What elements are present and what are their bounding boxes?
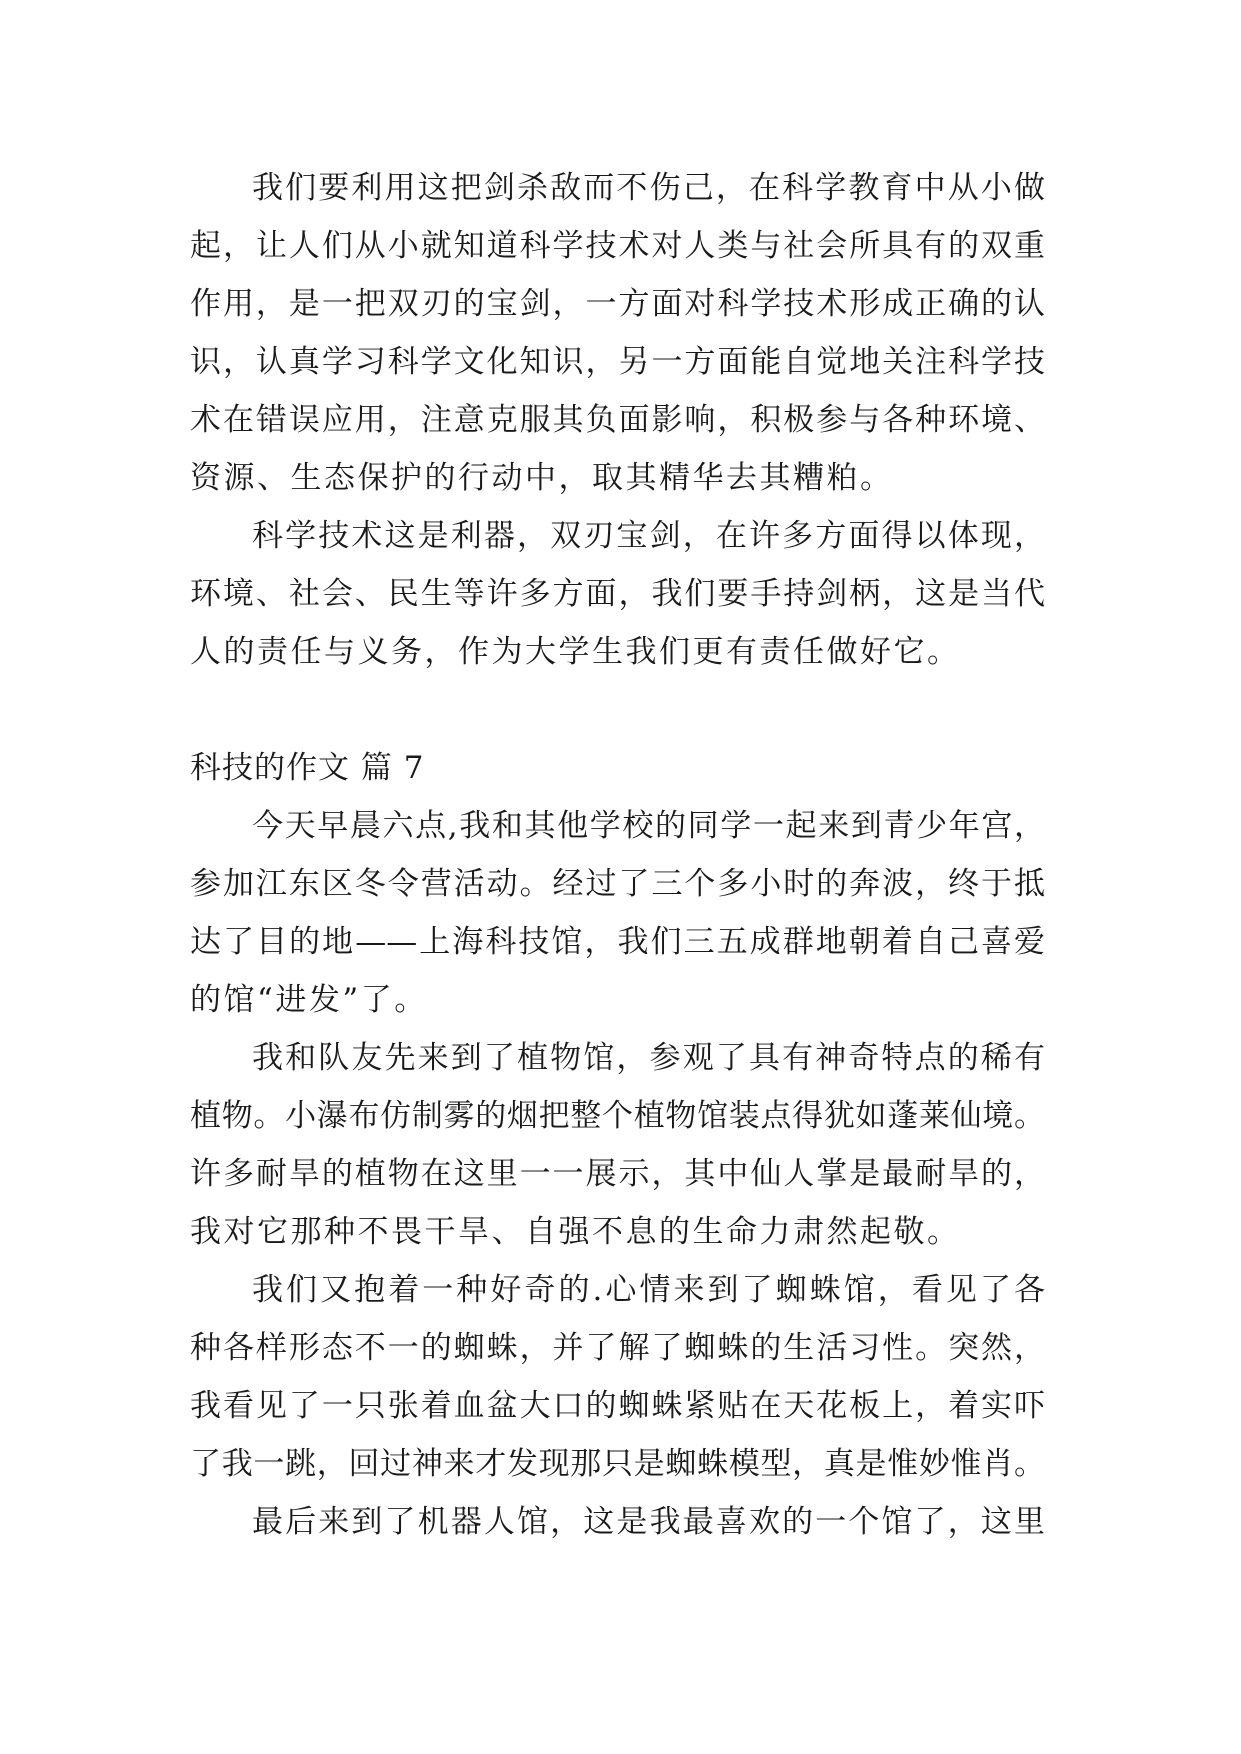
paragraph-line: 我们又抱着一种好奇的.心情来到了蜘蛛馆，看见了各	[252, 1272, 1045, 1308]
paragraph-line: 术在错误应用，注意克服其负面影响，积极参与各种环境、	[190, 402, 1045, 438]
paragraph-line: 的馆“进发”了。	[190, 982, 428, 1018]
paragraph-line: 资源、生态保护的行动中，取其精华去其糟粕。	[190, 460, 894, 496]
paragraph-line: 我对它那种不畏干旱、自强不息的生命力肃然起敬。	[190, 1214, 961, 1250]
paragraph-line: 作用，是一把双刃的宝剑，一方面对科学技术形成正确的认	[190, 286, 1045, 322]
paragraph-line: 环境、社会、民生等许多方面，我们要手持剑柄，这是当代	[190, 576, 1045, 612]
paragraph-line: 最后来到了机器人馆，这是我最喜欢的一个馆了，这里	[252, 1504, 1045, 1540]
paragraph-line: 我和队友先来到了植物馆，参观了具有神奇特点的稀有	[252, 1040, 1045, 1076]
paragraph-line: 参加江东区冬令营活动。经过了三个多小时的奔波，终于抵	[190, 866, 1045, 902]
paragraph-line: 起，让人们从小就知道科学技术对人类与社会所具有的双重	[190, 228, 1045, 264]
paragraph-line: 识，认真学习科学文化知识，另一方面能自觉地关注科学技	[190, 344, 1045, 380]
paragraph-line: 许多耐旱的植物在这里一一展示，其中仙人掌是最耐旱的，	[190, 1156, 1045, 1192]
paragraph-line: 我们要利用这把剑杀敌而不伤己，在科学教育中从小做	[252, 170, 1045, 206]
section-heading: 科技的作文 篇 7	[190, 750, 425, 786]
paragraph-line: 种各样形态不一的蜘蛛，并了解了蜘蛛的生活习性。突然，	[190, 1330, 1045, 1366]
paragraph-line: 今天早晨六点,我和其他学校的同学一起来到青少年宫，	[252, 808, 1045, 844]
paragraph-line: 植物。小瀑布仿制雾的烟把整个植物馆装点得犹如蓬莱仙境。	[190, 1098, 1045, 1134]
paragraph-line: 达了目的地——上海科技馆，我们三五成群地朝着自己喜爱	[190, 924, 1045, 960]
paragraph-line: 人的责任与义务，作为大学生我们更有责任做好它。	[190, 634, 961, 670]
paragraph-line: 了我一跳，回过神来才发现那只是蜘蛛模型，真是惟妙惟肖。	[190, 1446, 1045, 1482]
paragraph-line: 科学技术这是利器，双刃宝剑，在许多方面得以体现，	[252, 518, 1045, 554]
paragraph-line: 我看见了一只张着血盆大口的蜘蛛紧贴在天花板上，着实吓	[190, 1388, 1045, 1424]
